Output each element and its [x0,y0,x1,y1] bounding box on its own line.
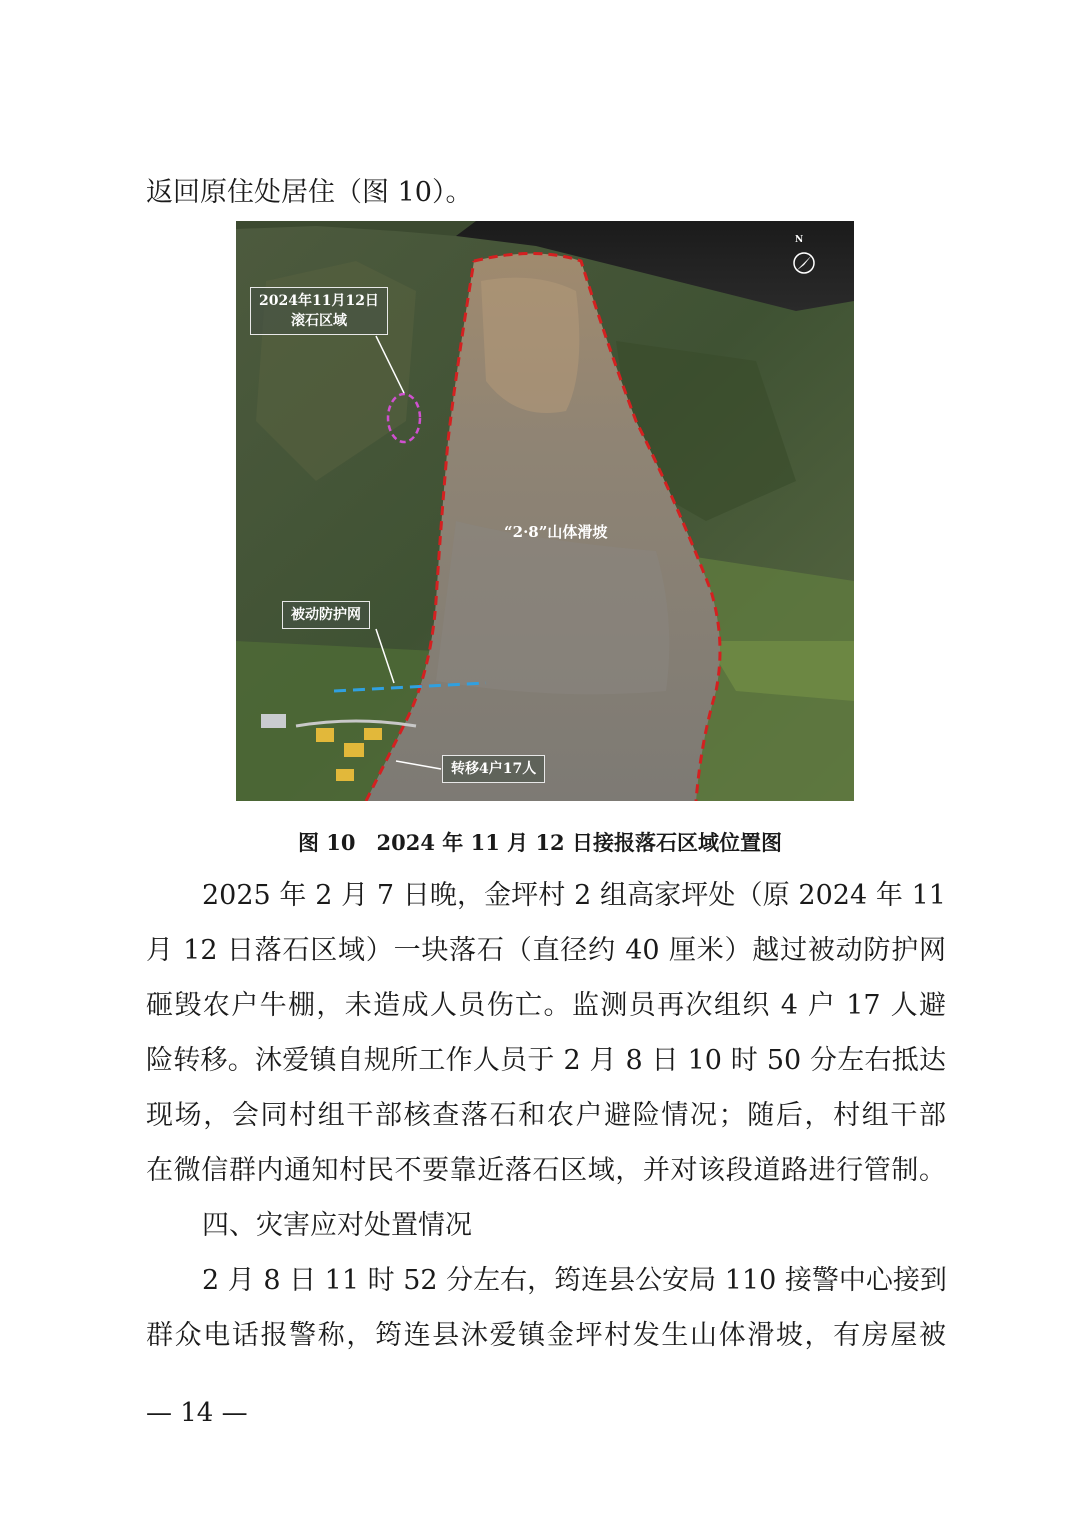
paragraph-1-line-4: 险转移。沐爱镇自规所工作人员于 2 月 8 日 10 时 50 分左右抵达 [146,1045,946,1076]
compass-label: N [795,235,804,245]
paragraph-1-line-6: 在微信群内通知村民不要靠近落石区域，并对该段道路进行管制。 [146,1155,946,1186]
body-line-1: 返回原住处居住（图 10）。 [146,177,473,208]
paragraph-1-line-2: 月 12 日落石区域）一块落石（直径约 40 厘米）越过被动防护网 [146,935,946,966]
landslide-aerial-figure [236,221,854,801]
paragraph-1-line-3: 砸毁农户牛棚，未造成人员伤亡。监测员再次组织 4 户 17 人避 [146,990,946,1021]
relocation-label: 转移4户17人 [442,755,545,783]
paragraph-2-line-1: 2 月 8 日 11 时 52 分左右，筠连县公安局 110 接警中心接到 [202,1265,947,1296]
page-number: — 14 — [146,1398,248,1428]
paragraph-1-line-5: 现场，会同村组干部核查落石和农户避险情况；随后，村组干部 [146,1100,946,1131]
rockfall-area-label: 2024年11月12日 滚石区域 [250,287,388,335]
section-heading: 四、灾害应对处置情况 [202,1210,472,1241]
paragraph-2-line-2: 群众电话报警称，筠连县沐爱镇金坪村发生山体滑坡，有房屋被 [146,1320,946,1351]
figure-caption: 图 10 2024 年 11 月 12 日接报落石区域位置图 [298,830,782,855]
landslide-label: “2·8”山体滑坡 [504,523,608,541]
paragraph-1-line-1: 2025 年 2 月 7 日晚，金坪村 2 组高家坪处（原 2024 年 11 [202,880,946,911]
protective-net-label: 被动防护网 [282,601,370,629]
